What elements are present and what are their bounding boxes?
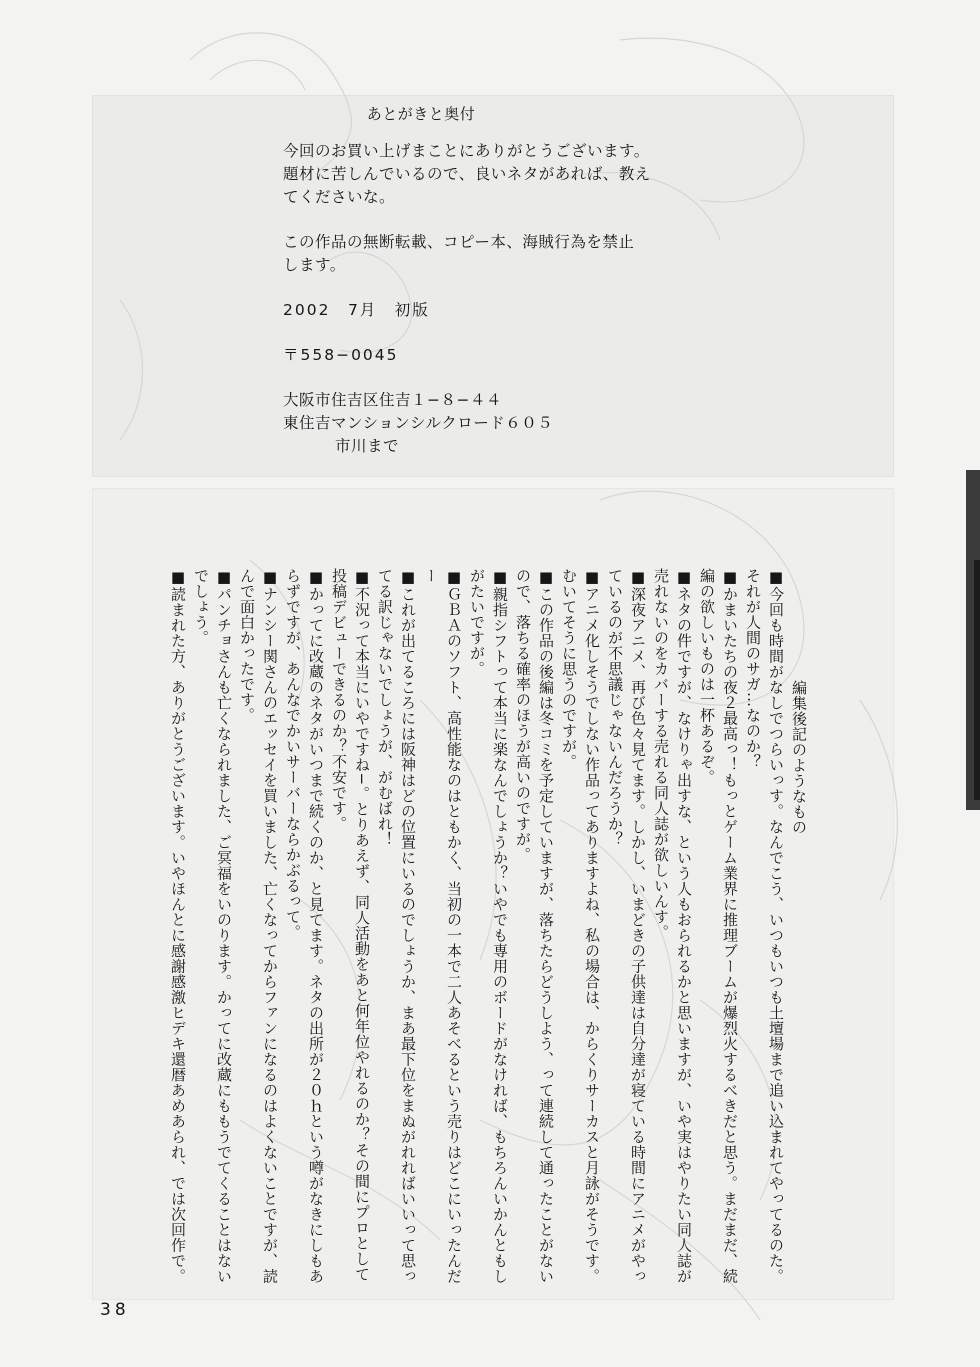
mailing-address (283, 389, 713, 458)
afterword-paragraph: ■パンチョさんも亡くなられました、ご冥福をいのります。かってに改蔵にももうでてくることはないでしょう。 (192, 568, 233, 1284)
notice-line: この作品の無断転載、コピー本、海賊行為を禁止 (283, 233, 635, 251)
colophon-title: あとがきと奥付 (366, 105, 476, 123)
thanks-line: てくださいな。 (283, 188, 396, 206)
afterword-heading: 編集後記のようなもの (790, 680, 808, 835)
afterword-paragraph: ■かってに改蔵のネタがいつまで続くのか、と見てます。ネタの出所が２０ｈという噂がなきにしもあらずですが、あんなでかいサーバーならかぶるって。 (284, 568, 325, 1284)
afterword-paragraph: ■ナンシー関さんのエッセイを買いました、亡くなってからファンになるのはよくないことですが、読んで面白かったです。 (238, 568, 279, 1284)
recipient: 市川まで (335, 437, 400, 455)
afterword (166, 568, 810, 1288)
thanks-line: 今回のお買い上げまことにありがとうございます。 (283, 142, 650, 160)
postal-info (283, 344, 713, 367)
afterword-paragraph: ■かまいたちの夜２最高っ！もっとゲーム業界に推理ブームが爆烈火するべきだと思う。まだまだ、続編の欲しいものは一杯あるぞ。 (698, 568, 739, 1284)
page-edge-bleed-dark (974, 560, 980, 800)
notice-line: します。 (283, 256, 346, 274)
thanks-line: 題材に苦しんでいるので、良いネタがあれば、教え (283, 165, 651, 183)
postal-code: 〒558−0045 (283, 346, 399, 364)
afterword-paragraph: ■深夜アニメ、再び色々見てます。しかし、いまどきの子供達は自分達が寝ている時間にアニメがやっているのが不思議じゃないんだろうか？ (606, 568, 647, 1284)
copyright-notice (283, 231, 713, 277)
afterword-paragraph: ■ネタの件ですが、なけりゃ出すな、という人もおられるかと思いますが、いや実はやりたい同人誌が売れないのをカバーする売れる同人誌が欲しいんす。 (652, 568, 693, 1284)
colophon (283, 103, 713, 458)
afterword-paragraph: ■不況って本当にいやですね−。とりあえず、同人活動をあと何年位やれるのか？その間にプロとして投稿デビューできるのか？不安です。 (330, 568, 371, 1282)
afterword-paragraph: ■今回も時間がなしでつらいっす。なんでこう、いつもいつも土壇場まで追い込まれてやってるのた。それが人間のサガ…なのか？ (744, 568, 785, 1284)
afterword-paragraph: ■親指シフトって本当に楽なんでしょうか？いやでも専用のボードがなければ、もちろんいかんともしがたいですが。 (468, 568, 509, 1284)
thanks-message (283, 140, 713, 209)
afterword-paragraph: ■アニメ化しそうでしない作品ってありますよね、私の場合は、からくりサーカスと月詠がそうです。むいてそうに思うのですが。 (560, 568, 601, 1284)
edition-line: 2002 7月 初版 (283, 301, 430, 319)
edition-info (283, 299, 713, 322)
afterword-paragraph: ■ＧＢＡのソフト、高性能なのはともかく、当初の一本で二人あそべるという売りはどこにいったんだー (422, 568, 463, 1284)
page-number: 38 (100, 1300, 130, 1320)
afterword-paragraph: ■この作品の後編は冬コミを予定していますが、落ちたらどうしよう、って連続して通ったことがないので、落ちる確率のほうが高いのですが。 (514, 568, 555, 1284)
address-line: 東住吉マンションシルクロード６０５ (283, 414, 554, 432)
afterword-paragraph: ■読まれた方、ありがとうございます。いやほんとに感謝感激ヒデキ還暦あめあられ、では次回作で。 (169, 568, 187, 1284)
address-line: 大阪市住吉区住吉１−８−４４ (283, 391, 502, 409)
afterword-paragraph: ■これが出てるころには阪神はどの位置にいるのでしょうか、まあ最下位をまぬがれればいいって思ってる訳じゃないでしょうが、がむばれ！ (376, 568, 417, 1284)
